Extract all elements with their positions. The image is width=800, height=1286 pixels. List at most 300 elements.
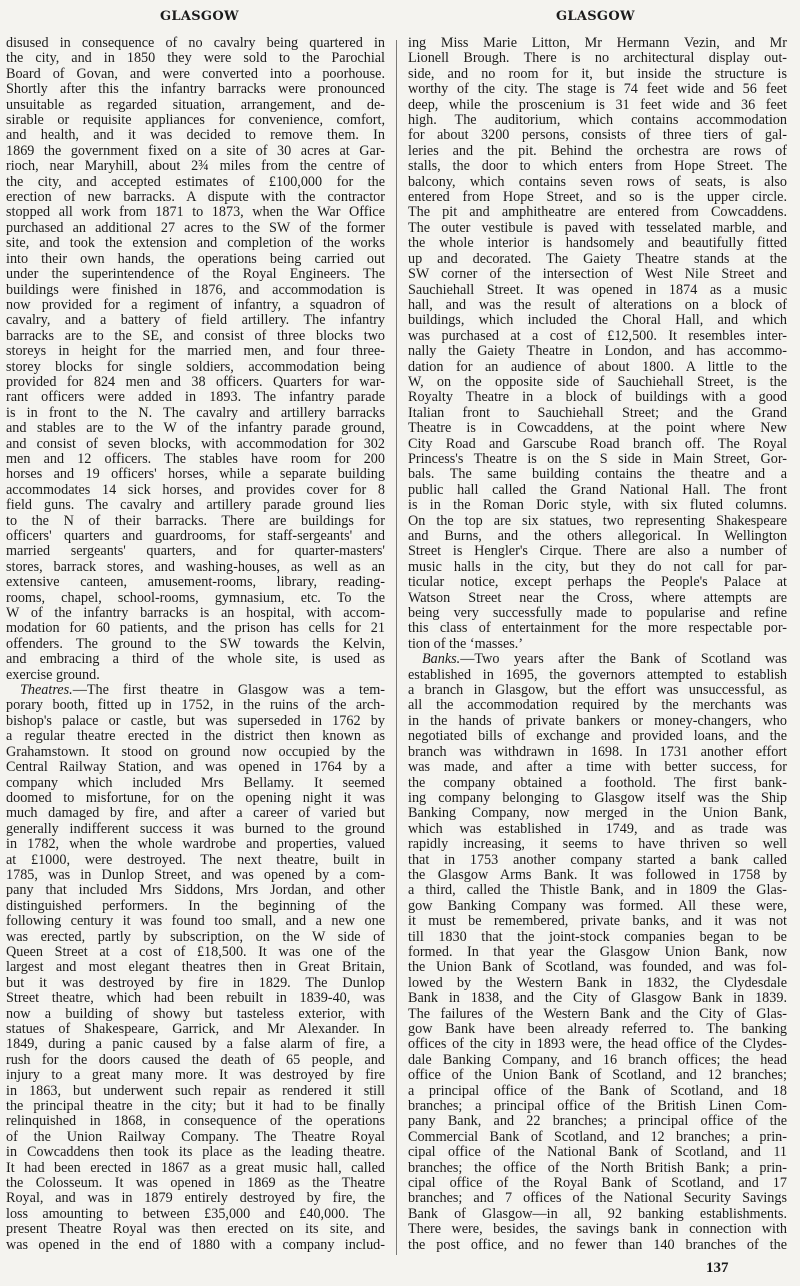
text-line	[6, 776, 385, 791]
line-text: Banking Company, now merged in the Union Bank,	[408, 805, 787, 822]
paragraph	[408, 36, 787, 652]
text-line	[408, 252, 787, 267]
line-text: On the top are six statues, two representing Shakespeare	[408, 512, 787, 529]
text-line	[6, 360, 385, 375]
line-text: office of the Union Bank of Scotland, and 12 branches;	[408, 1067, 787, 1084]
text-line	[6, 1068, 385, 1083]
text-line	[408, 1176, 787, 1191]
line-text: lowed by the Western Bank in 1832, the Clydesdale	[408, 974, 787, 991]
line-text: a branch in Glasgow, but the effort was unsuccessful, as	[408, 682, 787, 699]
text-line	[408, 128, 787, 143]
text-line	[408, 575, 787, 590]
line-text: stopped all work from 1871 to 1873, when the War Office	[6, 204, 385, 221]
line-text: storey blocks for single soldiers, accommodation being	[6, 358, 385, 375]
line-text: but it was destroyed by fire in 1829. The Dunlop	[6, 974, 385, 991]
line-text: dation for an audience of about 1800. A little to the	[408, 358, 787, 375]
text-line	[408, 283, 787, 298]
line-text: W of the infantry barracks is an hospital, with accom-	[6, 605, 385, 622]
line-text: which was established in 1749, and as trade was	[408, 820, 787, 837]
text-line	[408, 606, 787, 621]
text-line	[408, 159, 787, 174]
text-line	[6, 575, 385, 590]
text-line	[408, 375, 787, 390]
text-line	[408, 930, 787, 945]
text-line	[408, 1037, 787, 1052]
text-line	[6, 637, 385, 652]
line-text: modation for 60 patients, and the prison has cells for 21	[6, 620, 385, 637]
line-text: bishop's palace or castle, but was superseded in 1762 by	[6, 712, 385, 729]
line-text: being very successfully made to popularise and refine	[408, 605, 787, 622]
line-text: bals. The same building contains the theatre and a	[408, 466, 787, 483]
text-line	[6, 1114, 385, 1129]
line-text: Italian front to Sauchiehall Street; and the Grand	[408, 404, 787, 421]
line-text: Princess's Theatre is on the S side in Main Street, Gor-	[408, 450, 787, 467]
line-text: branches; the office of the North British Bank; a prin-	[408, 1159, 787, 1176]
text-line	[6, 113, 385, 128]
text-line	[6, 344, 385, 359]
text-line	[408, 205, 787, 220]
text-line	[408, 1145, 787, 1160]
text-line	[6, 98, 385, 113]
text-line	[408, 514, 787, 529]
line-text: Board of Govan, and were converted into a poorhouse.	[6, 65, 385, 82]
text-line	[6, 159, 385, 174]
line-text: buildings, which included the Choral Hall, and which	[408, 312, 787, 329]
line-text: the Union Bank of Scotland, was founded, and was fol-	[408, 959, 787, 976]
text-line	[408, 1130, 787, 1145]
right-column	[408, 36, 787, 1253]
text-line	[6, 529, 385, 544]
text-line	[6, 498, 385, 513]
line-text: a regular theatre erected in the district then known as	[6, 728, 385, 745]
text-line	[408, 945, 787, 960]
line-text: side, and no room for it, but inside the structure is	[408, 65, 787, 82]
text-line	[6, 437, 385, 452]
text-line	[6, 67, 385, 82]
text-line	[6, 467, 385, 482]
text-line	[408, 421, 787, 436]
text-line	[408, 560, 787, 575]
text-line	[6, 668, 385, 683]
text-line	[408, 1053, 787, 1068]
line-text: for about 3200 persons, consists of three tiers of gal-	[408, 127, 787, 144]
text-line	[408, 529, 787, 544]
text-line	[408, 36, 787, 51]
text-line	[408, 313, 787, 328]
text-line	[6, 806, 385, 821]
paragraph	[408, 652, 787, 1253]
text-line	[408, 544, 787, 559]
line-text: Queen Street at a cost of £18,500. It was one of the	[6, 943, 385, 960]
line-text: the principal theatre in the city; but it had to be finally	[6, 1098, 385, 1115]
line-text: the post office, and no fewer than 140 branches of the	[408, 1236, 787, 1253]
line-text: balcony, which contains seven rows of seats, is also	[408, 173, 787, 190]
line-text: much damaged by fire, and after a career of varied but	[6, 805, 385, 822]
text-line	[6, 899, 385, 914]
line-text: 1785, was in Dunlop Street, and was opened by a com-	[6, 866, 385, 883]
text-line	[6, 1191, 385, 1206]
text-line	[6, 1161, 385, 1176]
text-line	[408, 791, 787, 806]
line-text: in the hands of private bankers or money-changers, who	[408, 712, 787, 729]
line-text: extensive canteen, amusement-rooms, library, reading-	[6, 574, 385, 591]
text-line	[408, 98, 787, 113]
line-text: dale Banking Company, and 16 branch offices; the head	[408, 1051, 787, 1068]
text-line	[408, 344, 787, 359]
line-text: married sergeants' quarters, and for quarter-masters'	[6, 543, 385, 560]
section-heading: Banks.	[422, 651, 461, 668]
line-text: The failures of the Western Bank and the City of Glas-	[408, 1005, 787, 1022]
line-text: now provided for a regiment of infantry, a squadron of	[6, 296, 385, 313]
line-text: horses and 19 officers' horses, while a separate building	[6, 466, 385, 483]
line-text: in 1782, when the whole wardrobe and properties, valued	[6, 836, 385, 853]
line-text: It had been erected in 1867 as a great music hall, called	[6, 1159, 385, 1176]
line-text: pany that included Mrs Siddons, Mrs Jordan, and other	[6, 882, 385, 899]
text-line	[408, 1099, 787, 1114]
line-text: company which included Mrs Bellamy. It seemed	[6, 774, 385, 791]
line-text: Commercial Bank of Scotland, and 12 branches; a prin-	[408, 1128, 787, 1145]
text-line	[6, 1099, 385, 1114]
text-line	[408, 976, 787, 991]
text-line	[6, 883, 385, 898]
line-text: injury to a great many more. It was destroyed by fire	[6, 1067, 385, 1084]
line-text: offices of the city in 1893 were, the head office of the Clydes-	[408, 1036, 787, 1053]
text-line	[6, 329, 385, 344]
running-header-right: GLASGOW	[556, 9, 635, 24]
text-line	[408, 483, 787, 498]
line-text: music halls in the city, but they do not call for par-	[408, 558, 787, 575]
line-text: accommodates 14 sick horses, and provides cover for 8	[6, 481, 385, 498]
line-text: distinguished performers. In the beginning of the	[6, 897, 385, 914]
text-line	[408, 221, 787, 236]
text-line	[408, 67, 787, 82]
text-line	[6, 960, 385, 975]
line-text: provided for 824 men and 38 officers. Quarters for war-	[6, 373, 385, 390]
line-text: porary booth, fitted up in 1752, in the ruins of the arch-	[6, 697, 385, 714]
line-text: this class of entertainment for the more respectable por-	[408, 620, 787, 637]
line-text: of the Union Railway Company. The Theatre Royal	[6, 1128, 385, 1145]
line-text: doomed to misfortune, for on the opening night it was	[6, 789, 385, 806]
text-line	[6, 236, 385, 251]
line-text: Bank in 1838, and the City of Glasgow Bank in 1839.	[408, 990, 787, 1007]
text-line	[408, 868, 787, 883]
text-line	[408, 899, 787, 914]
line-text: till 1830 that the joint-stock companies began to be	[408, 928, 787, 945]
text-line	[6, 1222, 385, 1237]
text-line	[6, 390, 385, 405]
line-text: 1869 the government fixed on a site of 30 acres at Gar-	[6, 142, 385, 159]
text-line	[408, 806, 787, 821]
line-text: was erected, partly by subscription, on the W side of	[6, 928, 385, 945]
text-line	[6, 868, 385, 883]
text-line	[408, 698, 787, 713]
text-line	[408, 1022, 787, 1037]
line-text: the whole interior is handsomely and beautifully fitted	[408, 235, 787, 252]
text-line	[408, 298, 787, 313]
text-line	[408, 760, 787, 775]
line-text: branch was withdrawn in 1698. In 1731 another effort	[408, 743, 787, 760]
text-line	[408, 668, 787, 683]
text-line	[408, 329, 787, 344]
line-text: the Glasgow Arms Bank. It was followed in 1758 by	[408, 866, 787, 883]
line-text: The pit and amphitheatre are entered from Cowcaddens.	[408, 204, 787, 221]
line-text: Shortly after this the infantry barracks were pronounced	[6, 81, 385, 98]
left-column	[6, 36, 385, 1253]
text-line	[408, 267, 787, 282]
text-line	[408, 960, 787, 975]
text-line	[408, 729, 787, 744]
text-line	[6, 82, 385, 97]
line-text: generally indifferent success it was burned to the ground	[6, 820, 385, 837]
line-text: a third, called the Thistle Bank, and in 1809 the Glas-	[408, 882, 787, 899]
line-text: the city, and accepted estimates of £100,000 for the	[6, 173, 385, 190]
text-line	[6, 1037, 385, 1052]
line-text: statues of Shakespeare, Garrick, and Mr Alexander. In	[6, 1021, 385, 1037]
line-text: gow Bank have been already referred to. The banking	[408, 1021, 787, 1037]
line-text: in 1863, but underwent such repair as rendered it still	[6, 1082, 385, 1099]
text-line	[408, 1238, 787, 1253]
text-line	[408, 637, 787, 652]
line-text: men and 12 officers. The stables have room for 200	[6, 450, 385, 467]
section-heading: Theatres.	[20, 682, 73, 699]
text-line	[408, 452, 787, 467]
text-line	[6, 837, 385, 852]
text-line	[408, 190, 787, 205]
paragraph	[6, 36, 385, 683]
text-line	[6, 514, 385, 529]
page-number: 137	[706, 1260, 729, 1276]
line-text: hall, and was the result of alterations on a block of	[408, 296, 787, 313]
line-text: entered from Hope Street, and so is the upper circle.	[408, 189, 787, 206]
text-line	[408, 1207, 787, 1222]
line-text: ing Miss Marie Litton, Mr Hermann Vezin, and Mr	[408, 35, 787, 51]
line-text: There were, besides, the savings bank in connection with	[408, 1221, 787, 1238]
text-line	[6, 298, 385, 313]
line-text: deep, while the proscenium is 31 feet wide and 36 feet	[408, 96, 787, 113]
line-text: the city, and in 1850 they were sold to the Parochial	[6, 50, 385, 67]
text-line	[6, 683, 385, 698]
text-line	[408, 591, 787, 606]
text-line	[6, 621, 385, 636]
line-text: leries and the pit. Behind the orchestra are rows of	[408, 142, 787, 159]
text-line	[408, 1191, 787, 1206]
text-line	[6, 1084, 385, 1099]
text-line	[408, 853, 787, 868]
text-line	[6, 1022, 385, 1037]
line-text: present Theatre Royal was then erected on its site, and	[6, 1221, 385, 1238]
line-text: buildings were finished in 1876, and accommodation is	[6, 281, 385, 298]
line-text: was made, and after a time with better success, for	[408, 759, 787, 776]
running-header-left: GLASGOW	[160, 9, 239, 24]
text-line	[408, 714, 787, 729]
line-text: under the superintendence of the Royal Engineers. The	[6, 266, 385, 283]
line-text: Royalty Theatre in a block of buildings with a good	[408, 389, 787, 406]
line-text: to the N of their barracks. There are buildings for	[6, 512, 385, 529]
line-text: following century it was found too small, and a new one	[6, 913, 385, 930]
line-text: branches; a principal office of the British Linen Com-	[408, 1098, 787, 1115]
text-line	[6, 267, 385, 282]
text-line	[6, 914, 385, 929]
line-text: tion of the ‘masses.’	[408, 635, 524, 652]
line-text: was opened in the end of 1880 with a company includ-	[6, 1236, 385, 1253]
text-line	[408, 1114, 787, 1129]
line-text: Watson Street near the Cross, where attempts are	[408, 589, 787, 606]
line-text: storeys in height for the married men, and four three-	[6, 343, 385, 360]
line-text: Street is Hengler's Cirque. There are also a number of	[408, 543, 787, 560]
text-line	[6, 729, 385, 744]
text-line	[6, 791, 385, 806]
text-line	[6, 128, 385, 143]
line-text: rooms, chapel, school-rooms, gymnasium, etc. To the	[6, 589, 385, 606]
text-line	[6, 560, 385, 575]
text-line	[6, 144, 385, 159]
text-line	[408, 837, 787, 852]
line-text: officers' quarters and guardrooms, for staff-sergeants' and	[6, 528, 385, 544]
line-text: relinquished in 1868, in consequence of the operations	[6, 1113, 385, 1130]
line-text: gow Banking Company was formed. All these were,	[408, 897, 787, 914]
line-text: Sauchiehall Street. It was opened in 1874 as a music	[408, 281, 787, 298]
line-text: established in 1695, the governors attempted to establish	[408, 666, 787, 683]
line-text: was purchased at a cost of £12,500. It resembles inter-	[408, 327, 787, 344]
line-text: stores, barrack stores, and washing-houses, as well as an	[6, 558, 385, 575]
text-line	[6, 991, 385, 1006]
line-text: largest and most elegant theatres then in Great Britain,	[6, 959, 385, 976]
line-text: rapidly increasing, it seems to have thriven so well	[408, 836, 787, 853]
text-line	[6, 313, 385, 328]
text-line	[408, 144, 787, 159]
line-text: ing company belonging to Glasgow itself was the Ship	[408, 789, 787, 806]
line-text: —The first theatre in Glasgow was a tem-	[72, 682, 385, 699]
line-text: a principal office of the Bank of Scotland, and 18	[408, 1082, 787, 1099]
line-text: it must be remembered, private banks, and it was not	[408, 913, 787, 930]
line-text: W, on the opposite side of Sauchiehall Street, is the	[408, 373, 787, 390]
line-text: the Colosseum. It was opened in 1869 as the Theatre	[6, 1175, 385, 1192]
text-line	[408, 1084, 787, 1099]
text-line	[6, 1207, 385, 1222]
text-line	[6, 652, 385, 667]
text-line	[408, 1222, 787, 1237]
text-line	[408, 498, 787, 513]
text-line	[408, 883, 787, 898]
text-line	[408, 236, 787, 251]
line-text: stalls, the door to which enters from Hope Street. The	[408, 158, 787, 175]
text-line	[408, 822, 787, 837]
paragraph	[6, 683, 385, 1253]
text-line	[6, 175, 385, 190]
text-line	[6, 51, 385, 66]
line-text: public hall called the Grand National Hall. The front	[408, 481, 787, 498]
text-line	[6, 976, 385, 991]
text-line	[6, 421, 385, 436]
text-line	[408, 745, 787, 760]
text-line	[408, 652, 787, 667]
line-text: The outer vestibule is paved with tesselated marble, and	[408, 219, 787, 236]
text-line	[6, 283, 385, 298]
line-text: Street theatre, which had been rebuilt in 1839-40, was	[6, 990, 385, 1007]
line-text: Lionell Brough. There is no architectural display out-	[408, 50, 787, 67]
line-text: at £1000, were destroyed. The next theatre, built in	[6, 851, 385, 868]
line-text: site, and took the extension and completion of the works	[6, 235, 385, 252]
line-text: field guns. The cavalry and artillery parade ground lies	[6, 497, 385, 514]
text-line	[6, 1053, 385, 1068]
text-line	[6, 745, 385, 760]
line-text: into their own hands, the operations being carried out	[6, 250, 385, 267]
text-line	[6, 714, 385, 729]
text-line	[6, 606, 385, 621]
line-text: disused in consequence of no cavalry being quartered in	[6, 35, 385, 51]
text-line	[6, 945, 385, 960]
line-text: exercise ground.	[6, 666, 100, 683]
text-line	[6, 36, 385, 51]
line-text: ticular notice, except perhaps the People's Palace at	[408, 574, 787, 591]
text-line	[6, 221, 385, 236]
line-text: that in 1753 another company started a bank called	[408, 851, 787, 868]
text-line	[408, 82, 787, 97]
text-line	[408, 175, 787, 190]
text-line	[6, 930, 385, 945]
line-text: is in front to the N. The cavalry and artillery barracks	[6, 404, 385, 421]
text-line	[6, 698, 385, 713]
text-line	[6, 483, 385, 498]
text-line	[6, 406, 385, 421]
line-text: Theatre is in Cowcaddens, at the point where New	[408, 420, 787, 437]
line-text: and consist of seven blocks, with accommodation for 302	[6, 435, 385, 452]
text-line	[6, 1130, 385, 1145]
text-line	[6, 1238, 385, 1253]
text-line	[6, 1176, 385, 1191]
text-line	[408, 360, 787, 375]
column-divider	[396, 40, 397, 1255]
line-text: erection of new barracks. A dispute with the contractor	[6, 189, 385, 206]
text-line	[6, 452, 385, 467]
line-text: purchased an additional 27 acres to the SW of the former	[6, 219, 385, 236]
text-line	[408, 467, 787, 482]
line-text: Royal, and was in 1879 entirely destroyed by fire, the	[6, 1190, 385, 1207]
line-text: rush for the doors caused the death of 65 people, and	[6, 1051, 385, 1068]
text-line	[408, 406, 787, 421]
line-text: sirable or requisite appliances for convenience, comfort,	[6, 112, 385, 129]
line-text: Bank of Glasgow—in all, 92 banking establishments.	[408, 1205, 787, 1222]
line-text: negotiated bills of exchange and provided loans, and the	[408, 728, 787, 745]
line-text: cipal office of the National Bank of Scotland, and 11	[408, 1144, 787, 1161]
text-line	[408, 1161, 787, 1176]
text-line	[6, 252, 385, 267]
text-line	[6, 822, 385, 837]
line-text: the company obtained a foothold. The first bank-	[408, 774, 787, 791]
line-text: unsuitable as regarded situation, arrangement, and de-	[6, 96, 385, 113]
line-text: barracks are to the SE, and consist of three blocks two	[6, 327, 385, 344]
text-line	[6, 760, 385, 775]
line-text: rioch, near Maryhill, about 2¾ miles from the centre of	[6, 158, 385, 175]
line-text: rant officers were added in 1893. The infantry parade	[6, 389, 385, 406]
line-text: branches; and 7 offices of the National Security Savings	[408, 1190, 787, 1207]
text-line	[6, 1007, 385, 1022]
text-line	[408, 621, 787, 636]
text-line	[408, 1007, 787, 1022]
text-line	[408, 51, 787, 66]
line-text: cipal office of the Royal Bank of Scotland, and 17	[408, 1175, 787, 1192]
line-text: Grahamstown. It stood on ground now occupied by the	[6, 743, 385, 760]
text-line	[6, 375, 385, 390]
line-text: —Two years after the Bank of Scotland was	[460, 651, 787, 668]
line-text: up and decorated. The Gaiety Theatre stands at the	[408, 250, 787, 267]
line-text: and embracing a third of the whole site, is used as	[6, 651, 385, 668]
text-line	[408, 914, 787, 929]
text-line	[408, 1068, 787, 1083]
text-line	[408, 113, 787, 128]
text-line	[6, 205, 385, 220]
line-text: Central Railway Station, and was opened in 1764 by a	[6, 759, 385, 776]
